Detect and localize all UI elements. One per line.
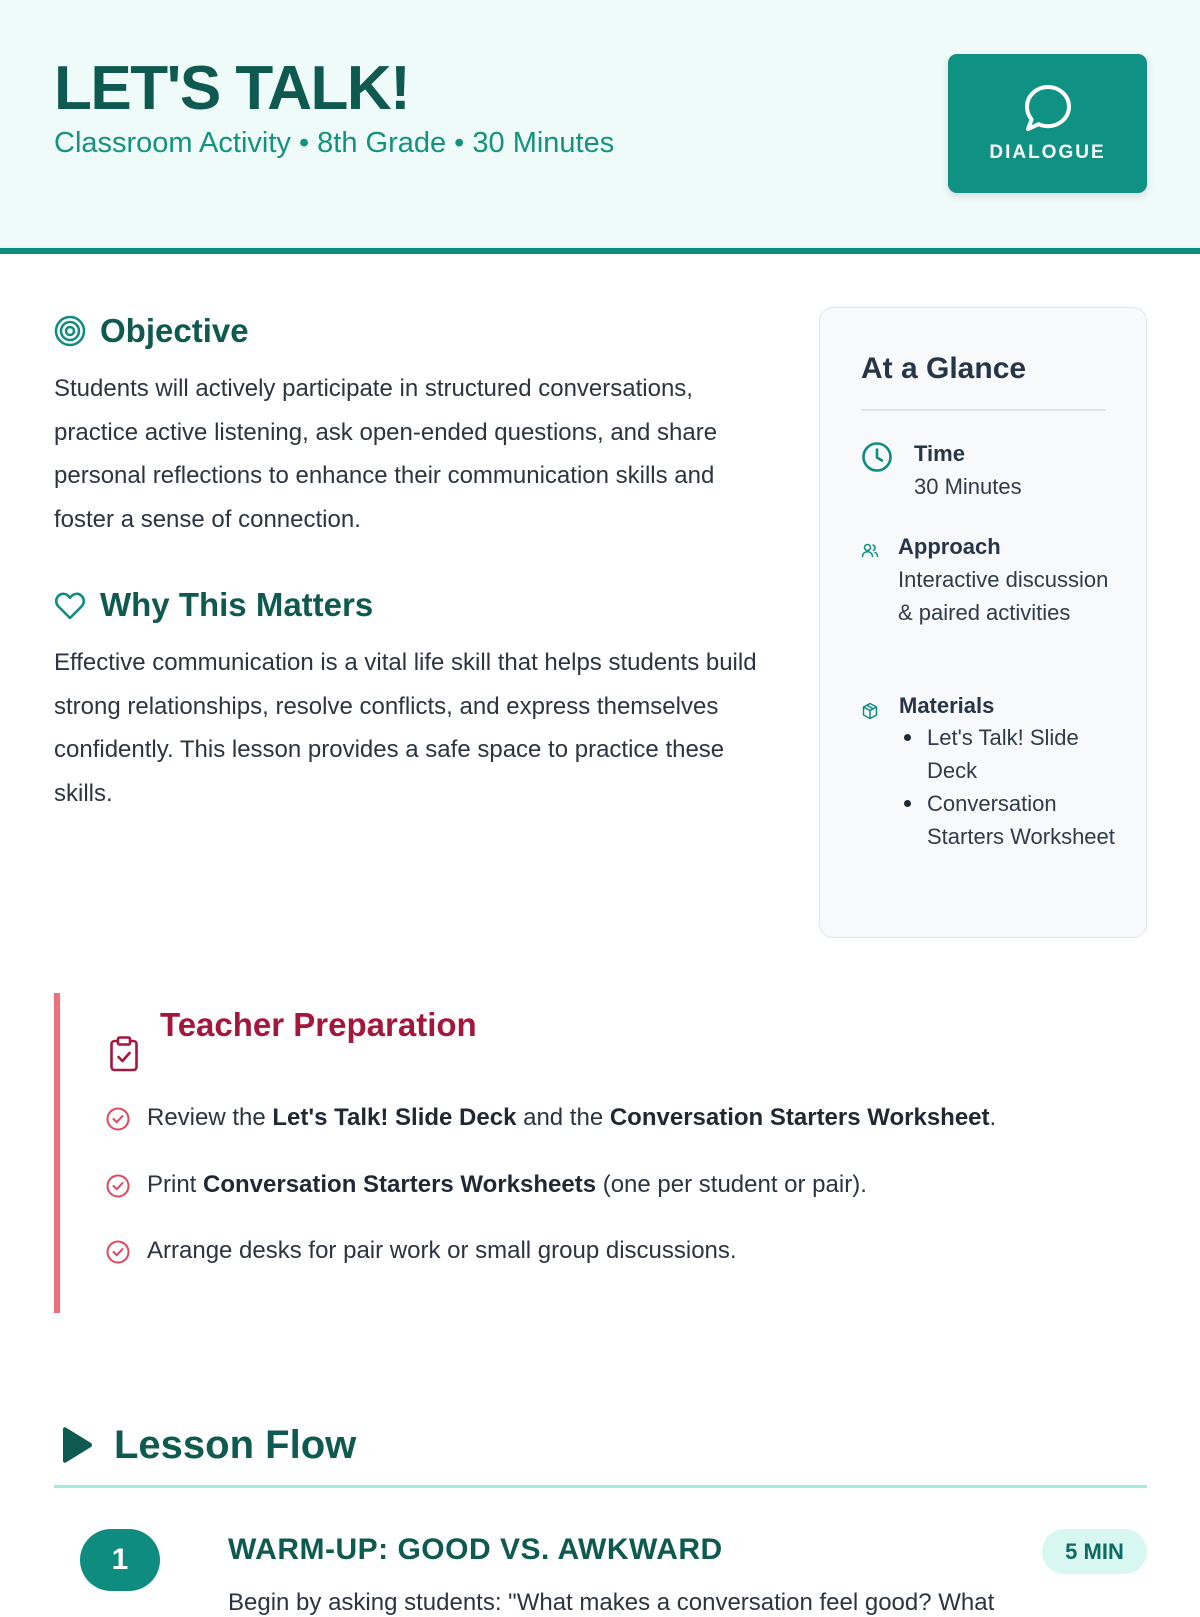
glance-divider [861,409,1106,411]
step-number: 1 [80,1529,160,1591]
why-text: Effective communication is a vital life skill that helps students build strong relationships, resolve conflicts, and express themselves confidently. This lesson provides a safe space to practice these skills. [54,649,757,807]
objective-heading: Objective [100,312,249,349]
objective-text: Students will actively participate in structured conversations, practice active listening, ask open-ended questions, and share personal reflections to enhance their communication skills and foster a sense of connection. [54,375,718,533]
target-icon [54,315,86,347]
badge-label: DIALOGUE [989,142,1106,163]
check-circle-icon [106,1240,130,1264]
slide-deck-ref: Let's Talk! Slide Deck [272,1104,517,1131]
prep-item-review [147,1103,996,1133]
prep-item-arrange: Arrange desks for pair work or small group discussions. [147,1237,737,1264]
prep-text: . [989,1104,997,1131]
time-value: 30 Minutes [914,474,1022,499]
page-header [0,0,1200,254]
clock-icon [861,441,893,473]
step-duration-badge: 5 MIN [1042,1529,1147,1574]
page-subtitle: Classroom Activity • 8th Grade • 30 Minutes [54,127,615,159]
glance-title: At a Glance [861,352,1027,385]
at-a-glance-card [819,307,1147,938]
worksheet-ref: Conversation Starters Worksheet [609,1104,990,1131]
package-icon [861,702,879,720]
dialogue-badge [948,54,1147,193]
page-title: LET'S TALK! [54,54,410,123]
users-icon [861,542,879,560]
lesson-flow-heading: Lesson Flow [114,1423,357,1467]
material-item: Let's Talk! Slide Deck [899,721,1119,787]
clipboard-check-icon [109,1036,139,1072]
step-description: Begin by asking students: "What makes a conversation feel good? What [228,1589,995,1616]
check-circle-icon [106,1107,130,1131]
prep-text: and the [516,1104,610,1131]
why-heading: Why This Matters [100,586,374,623]
materials-list [899,721,1119,853]
worksheets-ref: Conversation Starters Worksheets [203,1171,597,1198]
approach-value: Interactive discussion & paired activities [898,567,1109,625]
check-circle-icon [106,1174,130,1198]
approach-label: Approach [898,534,1001,559]
speech-bubble-icon [1022,82,1074,134]
teacher-preparation-box [54,993,1147,1313]
prep-heading: Teacher Preparation [160,1006,477,1043]
prep-item-print [147,1170,867,1200]
materials-label: Materials [899,693,995,718]
heart-icon [54,591,86,621]
lesson-flow-divider [54,1485,1147,1488]
material-item: Conversation Starters Worksheet [899,787,1119,853]
prep-text: Print [147,1171,204,1198]
play-icon [58,1426,94,1464]
prep-text: Review the [147,1104,273,1131]
time-label: Time [914,441,965,466]
step-title: WARM-UP: GOOD VS. AWKWARD [228,1533,723,1566]
prep-text: (one per student or pair). [596,1171,867,1198]
